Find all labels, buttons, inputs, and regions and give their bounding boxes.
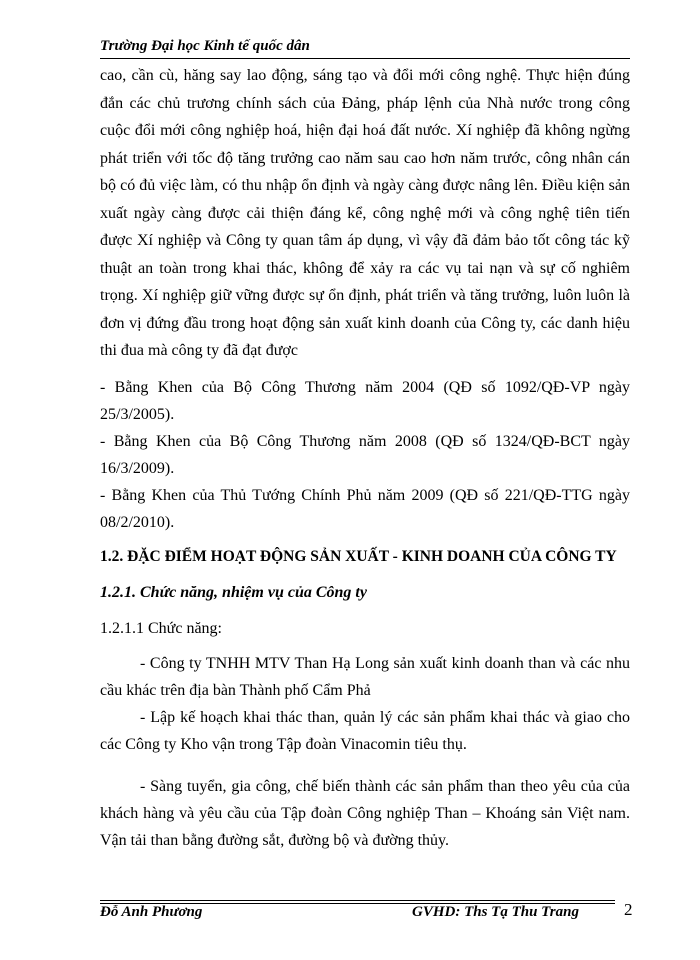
header-school-name: Trường Đại học Kinh tế quốc dân xyxy=(100,38,310,54)
award-item: - Bằng Khen của Thủ Tướng Chính Phủ năm 2009 (QĐ số 221/QĐ-TTG ngày 08/2/2010). xyxy=(100,487,630,531)
intro-paragraph: cao, cần cù, hăng say lao động, sáng tạo và đổi mới công nghệ. Thực hiện đúng đắn các chủ trương chính sách của Đảng, pháp lệnh của Nhà nước trong công cuộc đổi mới công nghiệp hoá, hiện đại hoá đất nước. Xí nghiệp đã không ngừng phát triển với tốc độ tăng trưởng cao năm sau cao hơn năm trước, công nhân cán bộ có đủ việc làm, có thu nhập ổn định và ngày càng được nâng lên. Điều kiện sản xuất ngày càng được cải thiện đáng kể, công nghệ mới và công nghệ tiên tiến được Xí nghiệp và Công ty quan tâm áp dụng, vì vậy đã đảm bảo tốt công tác kỹ thuật an toàn trong khai thác, không để xảy ra các vụ tai nạn và sự cố nghiêm trọng. Xí nghiệp giữ vững được sự ổn định, phát triển và tăng trưởng, luôn luôn là đơn vị đứng đầu trong hoạt động sản xuất kinh doanh của Công ty, các danh hiệu thi đua mà công ty đã đạt được xyxy=(100,67,630,359)
award-item: - Bằng Khen của Bộ Công Thương năm 2004 (QĐ số 1092/QĐ-VP ngày 25/3/2005). xyxy=(100,379,630,423)
footer-advisor: GVHD: Ths Tạ Thu Trang xyxy=(412,904,579,920)
footer-divider xyxy=(100,900,615,901)
page-number: 2 xyxy=(624,900,633,919)
function-item: - Sàng tuyển, gia công, chế biến thành các sản phẩm than theo yêu của của khách hàng và yêu cầu của Tập đoàn Công nghiệp Than – Khoáng sản Việt nam. Vận tải than bằng đường sắt, đường bộ và đường thủy. xyxy=(100,778,630,849)
function-item: - Công ty TNHH MTV Than Hạ Long sản xuất kinh doanh than và các nhu cầu khác trên địa bàn Thành phố Cẩm Phả xyxy=(100,655,630,699)
subsection-heading: 1.2.1. Chức năng, nhiệm vụ của Công ty xyxy=(100,584,367,601)
award-item: - Bằng Khen của Bộ Công Thương năm 2008 (QĐ số 1324/QĐ-BCT ngày 16/3/2009). xyxy=(100,433,630,477)
section-heading: 1.2. ĐẶC ĐIỂM HOẠT ĐỘNG SẢN XUẤT - KINH DOANH CỦA CÔNG TY xyxy=(100,548,617,565)
subsubsection-heading: 1.2.1.1 Chức năng: xyxy=(100,620,222,637)
footer-author: Đỗ Anh Phương xyxy=(100,904,203,920)
function-item: - Lập kế hoạch khai thác than, quản lý các sản phẩm khai thác và giao cho các Công ty Kho vận trong Tập đoàn Vinacomin tiêu thụ. xyxy=(100,709,630,753)
header-divider xyxy=(100,58,630,59)
